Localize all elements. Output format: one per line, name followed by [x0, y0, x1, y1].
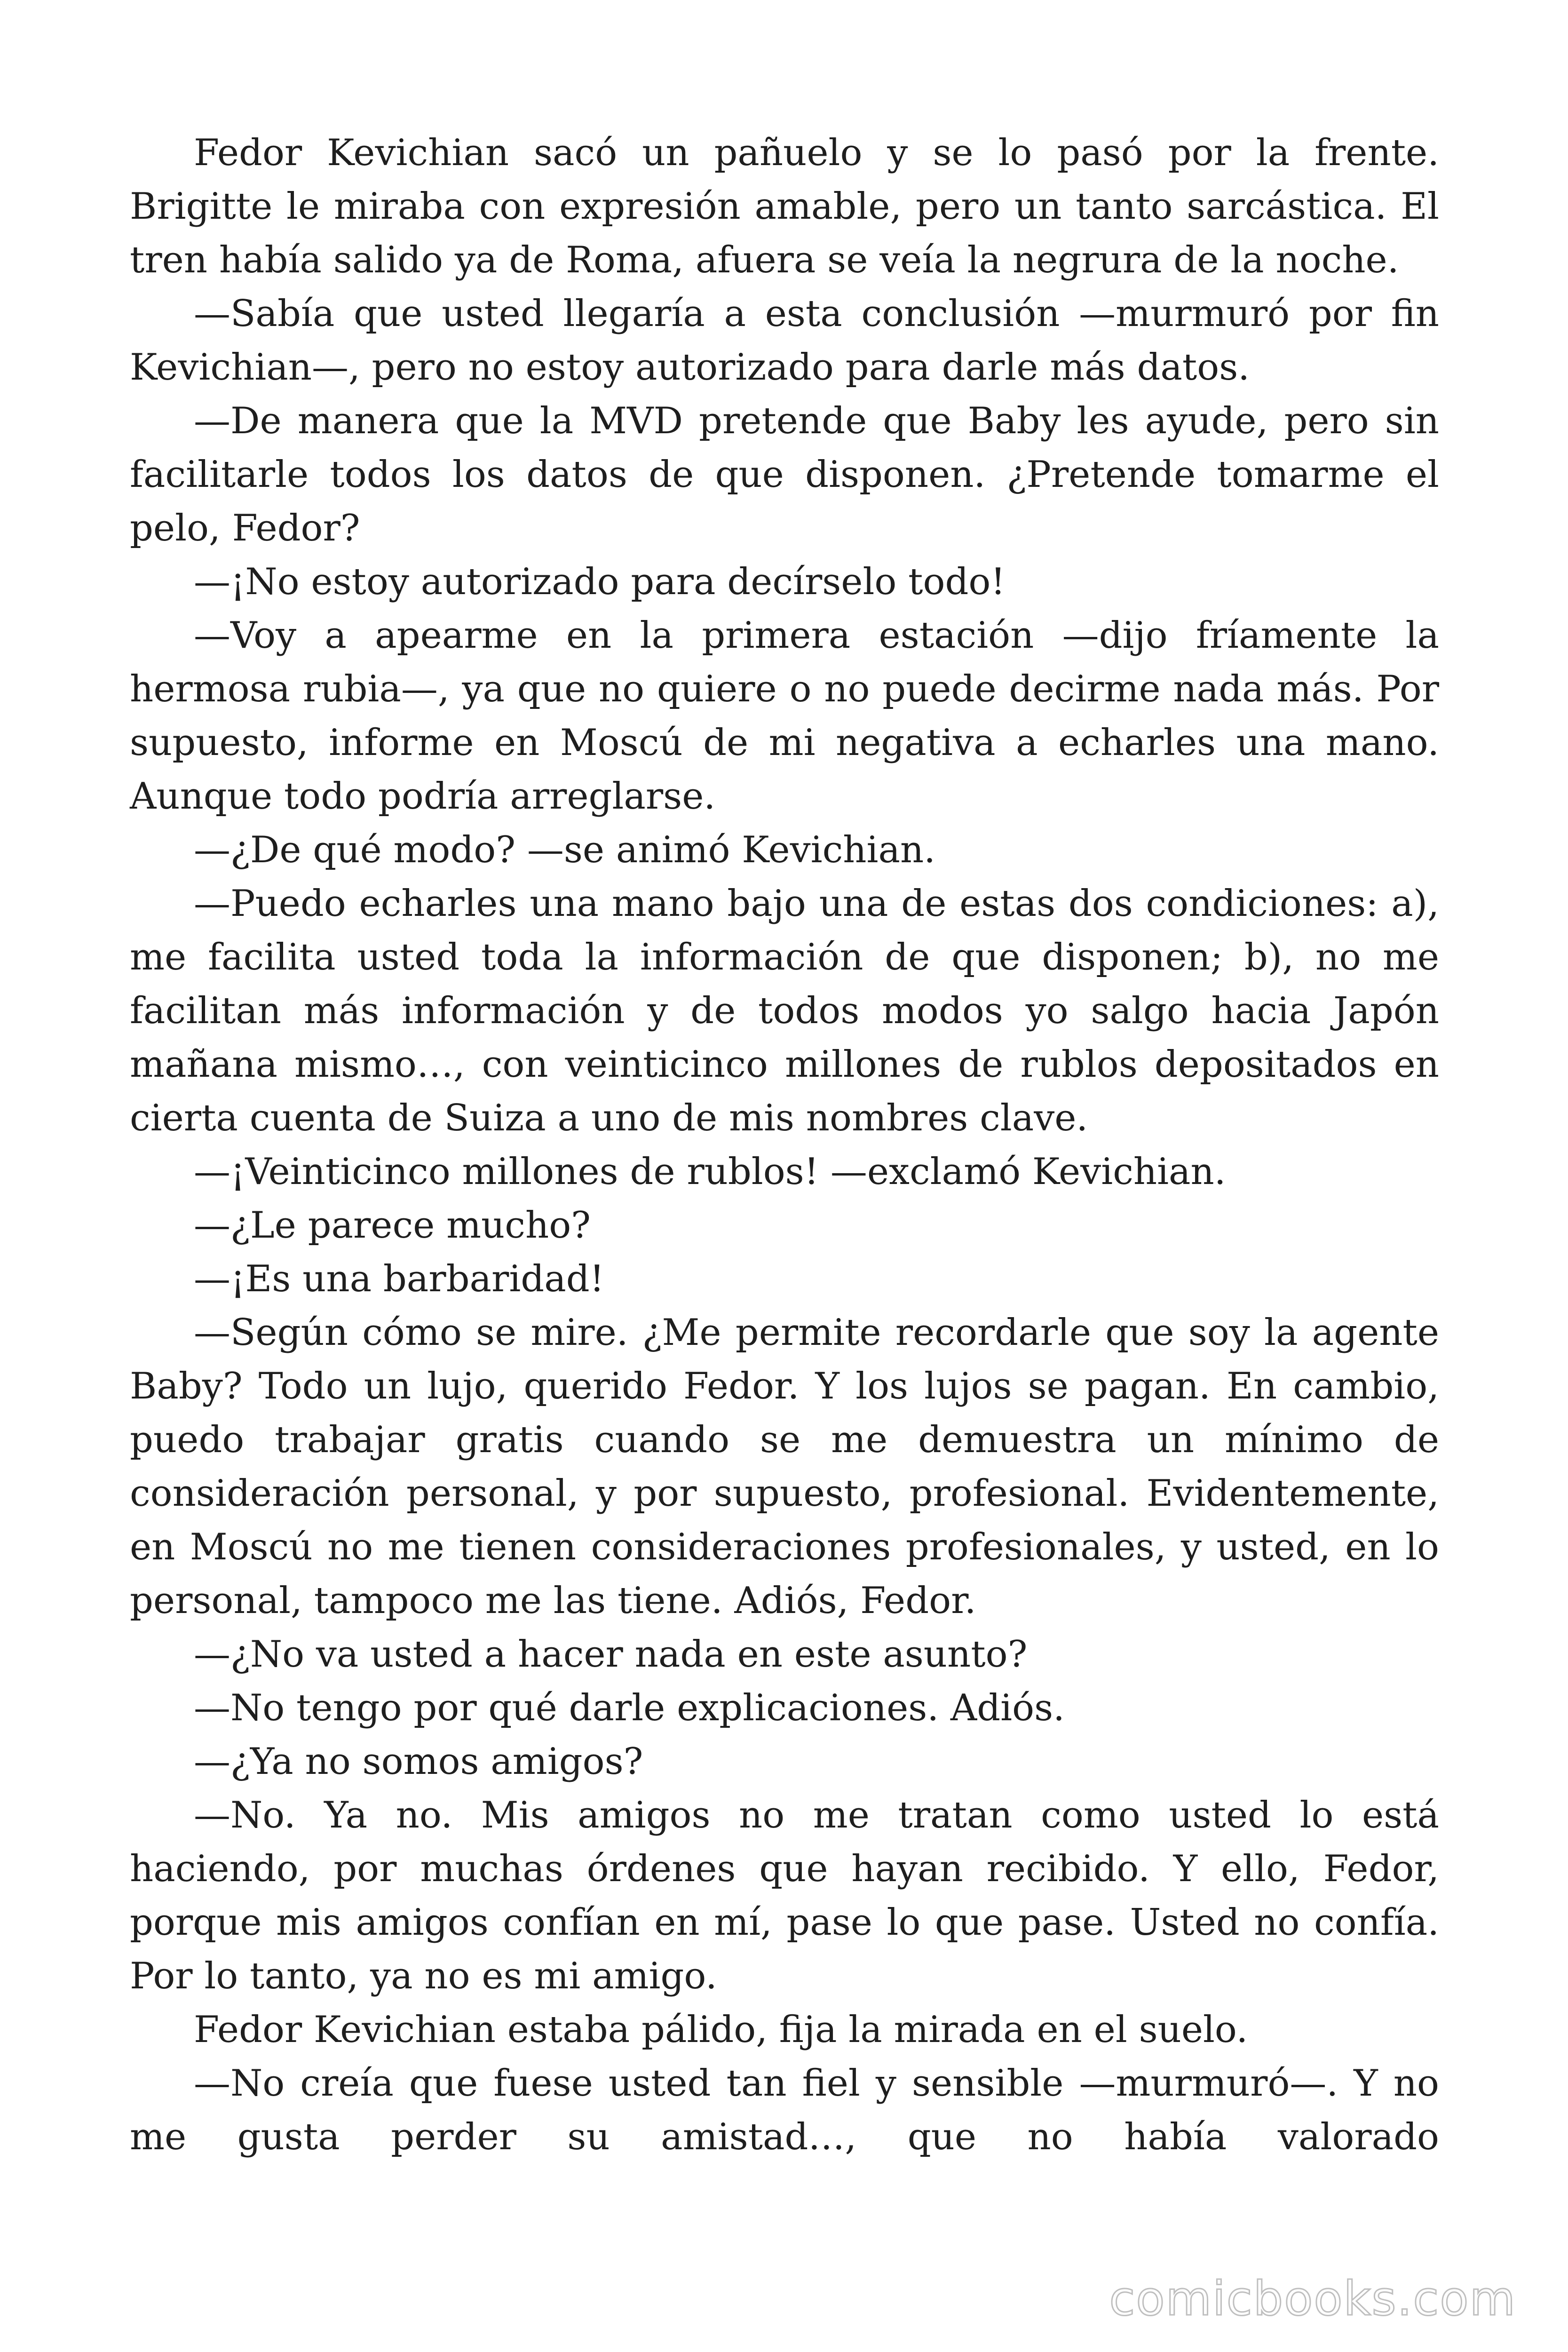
- paragraph: —¡Es una barbaridad!: [194, 1258, 604, 1300]
- paragraph: —De manera que la MVD pretende que Baby les ayude, pero sin facilitarle todos los datos de que disponen. ¿Pretende tomarme el pelo, Fedor?: [130, 400, 1439, 549]
- paragraph: —¿Ya no somos amigos?: [194, 1740, 643, 1783]
- paragraph: Fedor Kevichian estaba pálido, fija la mirada en el suelo.: [194, 2009, 1248, 2051]
- paragraph: —No. Ya no. Mis amigos no me tratan como usted lo está haciendo, por muchas órdenes que hayan recibido. Y ello, Fedor, porque mis amigos confían en mí, pase lo que pase. Usted no confía. Por lo tanto, ya no es mi amigo.: [130, 1794, 1439, 1997]
- paragraph: —Según cómo se mire. ¿Me permite recordarle que soy la agente Baby? Todo un lujo, querido Fedor. Y los lujos se pagan. En cambio, puedo trabajar gratis cuando se me demuestra un mínimo de consideración personal, y por supuesto, profesional. Evidentemente, en Moscú no me tienen consideraciones profesionales, y usted, en lo personal, tampoco me las tiene. Adiós, Fedor.: [130, 1311, 1439, 1622]
- paragraph: —¿Le parece mucho?: [194, 1204, 591, 1247]
- paragraph: —Sabía que usted llegaría a esta conclusión —murmuró por fin Kevichian—, pero no estoy autorizado para darle más datos.: [130, 293, 1439, 389]
- page-body: [130, 126, 1439, 2164]
- paragraph: —¿De qué modo? —se animó Kevichian.: [194, 829, 935, 871]
- paragraph: —Puedo echarles una mano bajo una de estas dos condiciones: a), me facilita usted toda la información de que disponen; b), no me facilitan más información y de todos modos yo salgo hacia Japón mañana mismo…, con veinticinco millones de rublos depositados en cierta cuenta de Suiza a uno de mis nombres clave.: [130, 882, 1439, 1139]
- watermark: comicbooks.com: [1109, 2271, 1516, 2326]
- paragraph: Fedor Kevichian sacó un pañuelo y se lo pasó por la frente. Brigitte le miraba con expresión amable, pero un tanto sarcástica. El tren había salido ya de Roma, afuera se veía la negrura de la noche.: [130, 132, 1439, 281]
- paragraph: —¡Veinticinco millones de rublos! —exclamó Kevichian.: [194, 1151, 1226, 1193]
- paragraph: —Voy a apearme en la primera estación —dijo fríamente la hermosa rubia—, ya que no quiere o no puede decirme nada más. Por supuesto, informe en Moscú de mi negativa a echarles una mano. Aunque todo podría arreglarse.: [130, 614, 1439, 818]
- paragraph: —No creía que fuese usted tan fiel y sensible —murmuró—. Y no me gusta perder su amistad…, que no había valorado: [130, 2062, 1439, 2158]
- paragraph: —No tengo por qué darle explicaciones. Adiós.: [194, 1687, 1065, 1729]
- paragraph: —¿No va usted a hacer nada en este asunto?: [194, 1633, 1028, 1676]
- paragraph: —¡No estoy autorizado para decírselo todo!: [194, 561, 1006, 603]
